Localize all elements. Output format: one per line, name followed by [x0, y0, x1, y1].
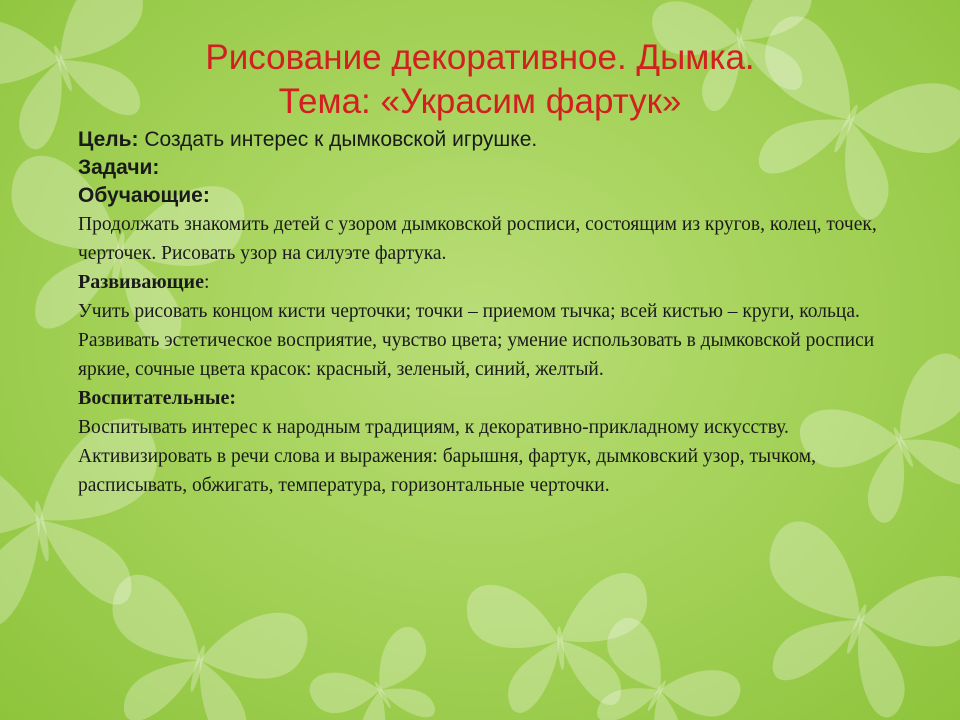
tasks-heading: Задачи: [78, 156, 160, 179]
goal-line [78, 126, 908, 154]
slide-body [78, 126, 908, 500]
educational-paragraph-2: Активизировать в речи слова и выражения: барышня, фартук, дымковский узор, тычком, расписывать, обжигать, температура, горизонтальные черточки. [78, 446, 816, 496]
title-line-1: Рисование декоративное. Дымка. [205, 38, 755, 77]
teaching-heading: Обучающие: [78, 184, 210, 207]
developing-heading: Развивающие: [78, 271, 210, 293]
title-line-2: Тема: «Украсим фартук» [278, 82, 682, 121]
goal-label: Цель: [78, 128, 139, 151]
educational-paragraph-1: Воспитывать интерес к народным традициям, к декоративно-прикладному искусству. [78, 417, 789, 438]
goal-text: Создать интерес к дымковской игрушке. [138, 128, 538, 151]
slide-title [80, 36, 880, 124]
developing-paragraph-2: Развивать эстетическое восприятие, чувство цвета; умение использовать в дымковской росписи яркие, сочные цвета красок: красный, зеленый, синий, желтый. [78, 330, 875, 380]
developing-paragraph-1: Учить рисовать концом кисти черточки; точки – приемом тычка; всей кистью – круги, кольца. [78, 301, 860, 322]
educational-heading: Воспитательные: [78, 387, 236, 409]
teaching-paragraph: Продолжать знакомить детей с узором дымковской росписи, состоящим из кругов, колец, точек, черточек. Рисовать узор на силуэте фартука. [78, 214, 877, 264]
